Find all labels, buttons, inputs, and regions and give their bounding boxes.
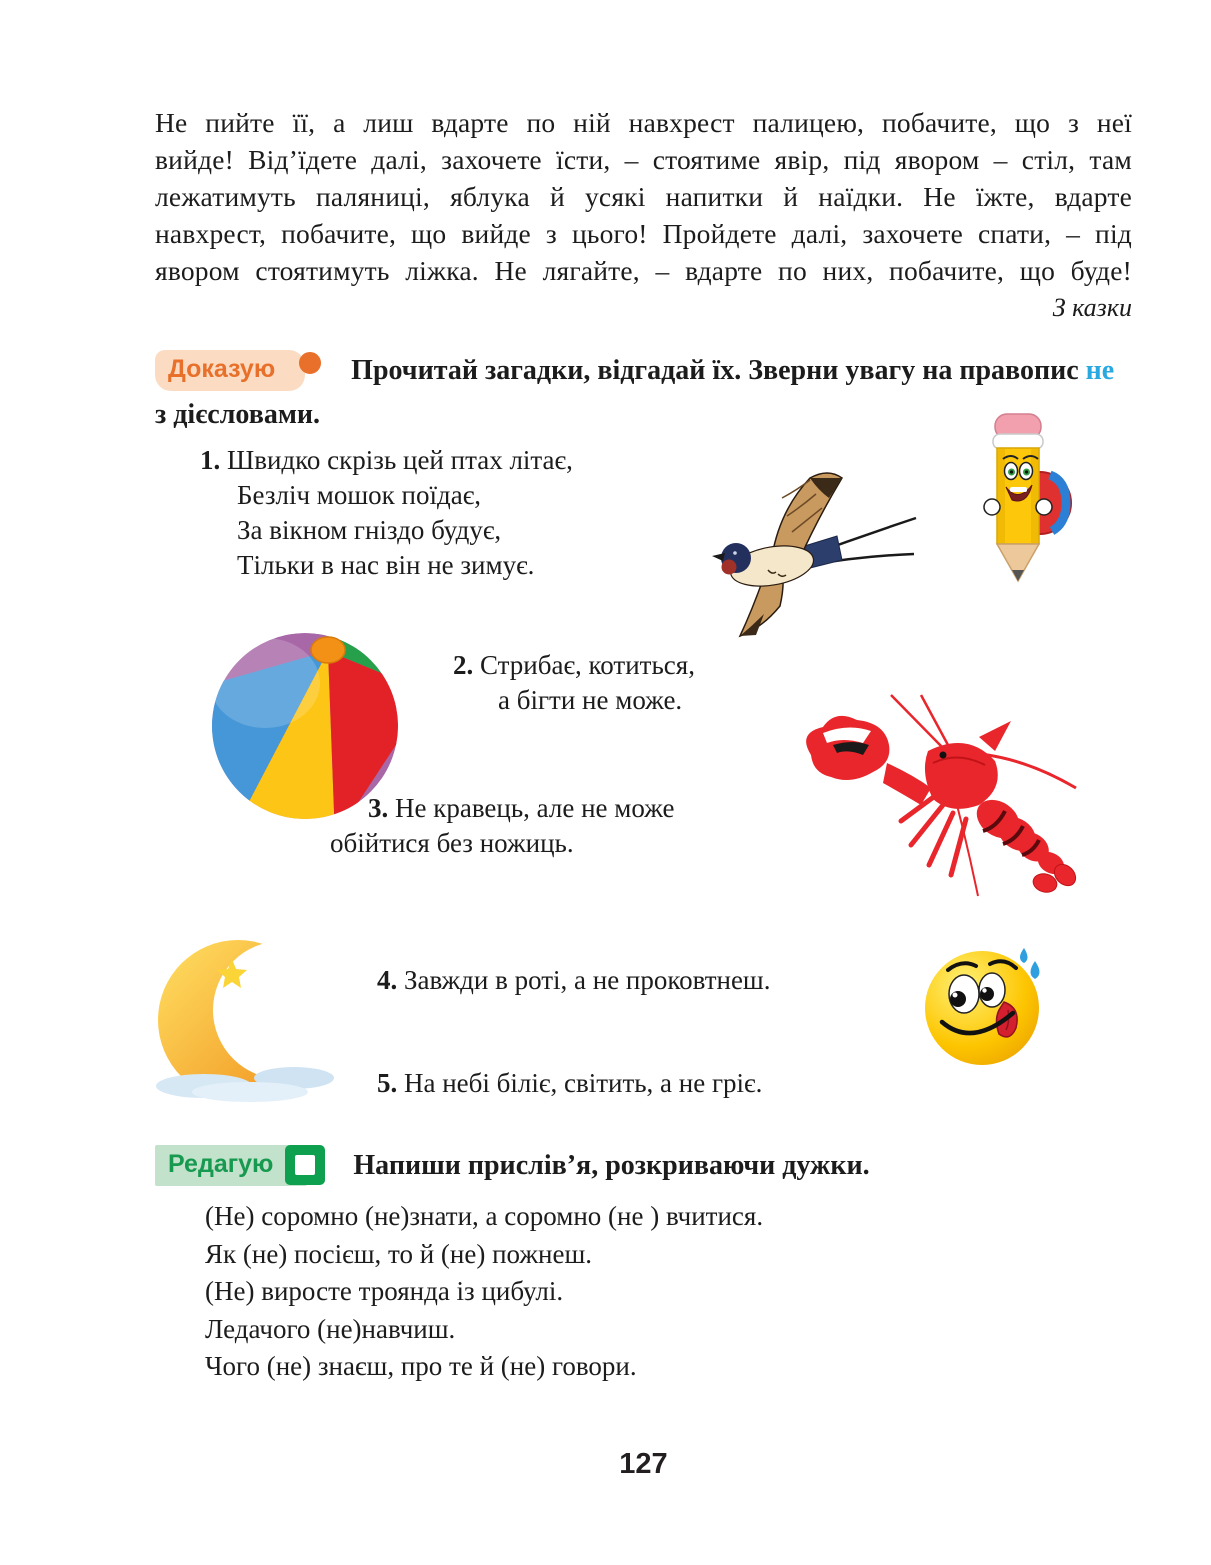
riddle-4: [377, 963, 770, 998]
intro-line: лежатимуть паляниці, яблука й усякі напитки й наїдки. Не їжте, вдарте: [155, 181, 1132, 212]
instruction-text: Прочитай загадки, відгадай їх. Зверни увагу на правопис: [351, 354, 1079, 386]
proverbs-list: [205, 1198, 763, 1386]
intro-line: явором стоятимуть ліжка. Не лягайте, – вдарте по них, побачите, що буде!: [155, 255, 1132, 286]
proverb-line: Чого (не) знаєш, про те й (не) говори.: [205, 1351, 637, 1381]
task-edit-header: [155, 1145, 1145, 1186]
crayfish-image: [793, 693, 1078, 898]
intro-line: вийде! Від’їдете далі, захочете їсти, – стоятиме явір, під явором – стіл, там: [155, 144, 1132, 175]
task-edit-instruction: Напиши прислів’я, розкриваючи дужки.: [353, 1149, 870, 1181]
task-prove-instruction-line2: з дієсловами.: [155, 399, 321, 430]
pencil-character-image: [968, 411, 1073, 586]
smiley-face-image: [920, 942, 1050, 1072]
riddle-line: Завжди в роті, а не проковтнеш.: [404, 965, 771, 995]
square-icon-inner: [295, 1155, 315, 1175]
riddle-number: 5.: [377, 1068, 398, 1098]
square-icon: [285, 1145, 325, 1185]
source-attribution: З казки: [1052, 293, 1132, 322]
edit-badge: [155, 1145, 307, 1186]
riddle-number: 4.: [377, 965, 398, 995]
ring-icon: [299, 352, 321, 374]
riddle-line: Тільки в нас він не зимує.: [237, 550, 535, 580]
riddle-2: [453, 648, 695, 718]
prove-badge-label: Доказую: [155, 350, 305, 391]
edit-badge-label: Редагую: [155, 1145, 307, 1186]
prove-badge: [155, 350, 305, 391]
riddle-line: обійтися без ножиць.: [330, 828, 574, 858]
proverb-line: Ледачого (не)навчиш.: [205, 1313, 456, 1344]
page-number: 127: [619, 1448, 668, 1480]
riddle-number: 1.: [200, 445, 221, 475]
riddle-line: Безліч мошок поїдає,: [237, 480, 482, 510]
riddle-number: 3.: [368, 793, 389, 823]
riddle-line: Швидко скрізь цей птах літає,: [227, 445, 573, 475]
proverb-line: (Не) соромно (не)знати, а соромно (не ) вчитися.: [205, 1201, 764, 1231]
riddle-line: За вікном гніздо будує,: [237, 515, 502, 545]
swallow-image: [712, 468, 917, 648]
proverb-line: (Не) виросте троянда із цибулі.: [205, 1276, 564, 1306]
intro-line: навхрест, побачите, що вийде з цього! Пройдете далі, захочете спати, – під: [155, 218, 1132, 249]
intro-line: Не пийте її, а лиш вдарте по ній навхрест палицею, побачите, що з неї: [155, 107, 1132, 138]
riddle-line: На небі біліє, світить, а не гріє.: [404, 1068, 763, 1098]
task-prove-instruction: [351, 354, 1114, 388]
crescent-moon-image: [146, 928, 346, 1108]
highlighted-particle: не: [1085, 354, 1115, 386]
riddle-number: 2.: [453, 650, 474, 680]
riddle-line: Не кравець, але не може: [395, 793, 675, 823]
riddle-line: Стрибає, котиться,: [480, 650, 695, 680]
proverb-line: Як (не) посієш, то й (не) пожнеш.: [205, 1238, 592, 1269]
riddle-5: [377, 1066, 762, 1101]
intro-paragraph: [155, 104, 1132, 289]
riddle-line: а бігти не може.: [498, 685, 683, 715]
riddle-1: [200, 443, 573, 583]
beach-ball-image: [205, 623, 405, 823]
